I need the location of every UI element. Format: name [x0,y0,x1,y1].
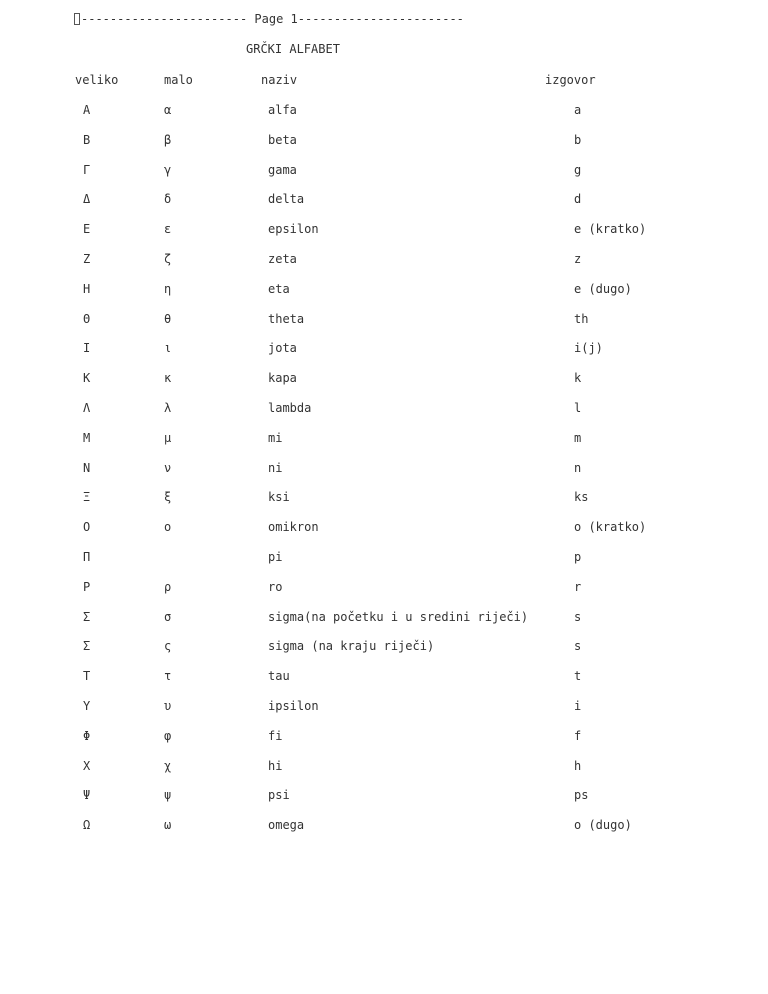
uppercase-letter: Υ [83,699,91,713]
letter-name: zeta [268,252,297,266]
table-row [0,787,768,803]
letter-name: sigma (na kraju riječi) [268,639,435,653]
uppercase-letter: Θ [83,312,91,326]
table-header [0,72,768,88]
uppercase-letter: Β [83,133,91,147]
letter-pronunciation: k [574,371,582,385]
letter-name: eta [268,282,290,296]
uppercase-letter: Χ [83,759,91,773]
lowercase-letter: μ [164,431,172,445]
letter-name: hi [268,759,283,773]
lowercase-letter: υ [164,699,172,713]
letter-pronunciation: t [574,669,582,683]
lowercase-letter: τ [164,669,172,683]
uppercase-letter: Ω [83,818,91,832]
letter-pronunciation: e (kratko) [574,222,647,236]
table-row [0,579,768,595]
lowercase-letter: ζ [164,252,172,266]
letter-name: tau [268,669,290,683]
letter-pronunciation: th [574,312,589,326]
table-row [0,549,768,565]
letter-pronunciation: d [574,192,582,206]
letter-name: gama [268,163,297,177]
table-row [0,430,768,446]
letter-name: alfa [268,103,297,117]
uppercase-letter: Ι [83,341,91,355]
lowercase-letter: ε [164,222,172,236]
letter-name: ipsilon [268,699,319,713]
lowercase-letter: θ [164,312,172,326]
lowercase-letter: ψ [164,788,172,802]
uppercase-letter: Η [83,282,91,296]
letter-pronunciation: p [574,550,582,564]
table-row [0,191,768,207]
letter-name: omikron [268,520,319,534]
lowercase-letter: β [164,133,172,147]
uppercase-letter: Μ [83,431,91,445]
letter-name: epsilon [268,222,319,236]
letter-name: delta [268,192,305,206]
letter-pronunciation: ks [574,490,589,504]
uppercase-letter: Ξ [83,490,91,504]
letter-pronunciation: m [574,431,582,445]
letter-name: mi [268,431,283,445]
table-row [0,638,768,654]
lowercase-letter: ο [164,520,172,534]
letter-name: jota [268,341,297,355]
uppercase-letter: Π [83,550,91,564]
lowercase-letter: ν [164,461,172,475]
table-row [0,221,768,237]
letter-name: lambda [268,401,312,415]
letter-pronunciation: o (kratko) [574,520,647,534]
column-header-pronunciation: izgovor [545,73,596,87]
uppercase-letter: Ρ [83,580,91,594]
lowercase-letter: λ [164,401,172,415]
uppercase-letter: Γ [83,163,91,177]
lowercase-letter: ξ [164,490,172,504]
letter-name: omega [268,818,305,832]
letter-pronunciation: r [574,580,582,594]
table-row [0,460,768,476]
lowercase-letter: δ [164,192,172,206]
column-header-upper: veliko [75,73,119,87]
table-row [0,698,768,714]
table-row [0,162,768,178]
table-row [0,519,768,535]
uppercase-letter: Ν [83,461,91,475]
table-row [0,251,768,267]
letter-pronunciation: s [574,610,582,624]
column-header-lower: malo [164,73,193,87]
lowercase-letter: γ [164,163,172,177]
lowercase-letter: χ [164,759,172,773]
letter-pronunciation: n [574,461,582,475]
uppercase-letter: Δ [83,192,91,206]
table-row [0,340,768,356]
table-row [0,668,768,684]
letter-name: fi [268,729,283,743]
table-row [0,728,768,744]
uppercase-letter: Ψ [83,788,91,802]
lowercase-letter: η [164,282,172,296]
letter-pronunciation: b [574,133,582,147]
letter-pronunciation: s [574,639,582,653]
uppercase-letter: Ο [83,520,91,534]
document-title: GRČKI ALFABET [246,42,340,56]
lowercase-letter: ω [164,818,172,832]
page-marker-icon [74,13,80,25]
page-header-text: ----------------------- Page 1----------------------- [81,12,464,26]
lowercase-letter: ι [164,341,172,355]
lowercase-letter: α [164,103,172,117]
letter-name: beta [268,133,297,147]
letter-name: ro [268,580,283,594]
table-row [0,609,768,625]
letter-pronunciation: f [574,729,582,743]
table-row [0,489,768,505]
uppercase-letter: Λ [83,401,91,415]
letter-name: kapa [268,371,297,385]
uppercase-letter: Σ [83,639,91,653]
letter-pronunciation: ps [574,788,589,802]
letter-pronunciation: o (dugo) [574,818,632,832]
letter-name: theta [268,312,305,326]
letter-name: psi [268,788,290,802]
table-row [0,281,768,297]
page-header [74,12,464,26]
lowercase-letter: φ [164,729,172,743]
table-row [0,758,768,774]
uppercase-letter: Σ [83,610,91,624]
lowercase-letter: ς [164,639,172,653]
table-row [0,311,768,327]
column-header-name: naziv [261,73,298,87]
table-row [0,400,768,416]
lowercase-letter: σ [164,610,172,624]
letter-pronunciation: z [574,252,582,266]
uppercase-letter: Α [83,103,91,117]
letter-name: sigma(na početku i u sredini riječi) [268,610,529,624]
lowercase-letter: κ [164,371,172,385]
uppercase-letter: Ε [83,222,91,236]
letter-pronunciation: i(j) [574,341,603,355]
table-row [0,817,768,833]
uppercase-letter: Κ [83,371,91,385]
letter-name: pi [268,550,283,564]
letter-name: ksi [268,490,290,504]
table-row [0,132,768,148]
letter-pronunciation: a [574,103,582,117]
letter-pronunciation: i [574,699,582,713]
uppercase-letter: Φ [83,729,91,743]
letter-name: ni [268,461,283,475]
table-row [0,370,768,386]
uppercase-letter: Ζ [83,252,91,266]
letter-pronunciation: l [574,401,582,415]
letter-pronunciation: h [574,759,582,773]
letter-pronunciation: e (dugo) [574,282,632,296]
uppercase-letter: Τ [83,669,91,683]
lowercase-letter: ρ [164,580,172,594]
letter-pronunciation: g [574,163,582,177]
table-row [0,102,768,118]
